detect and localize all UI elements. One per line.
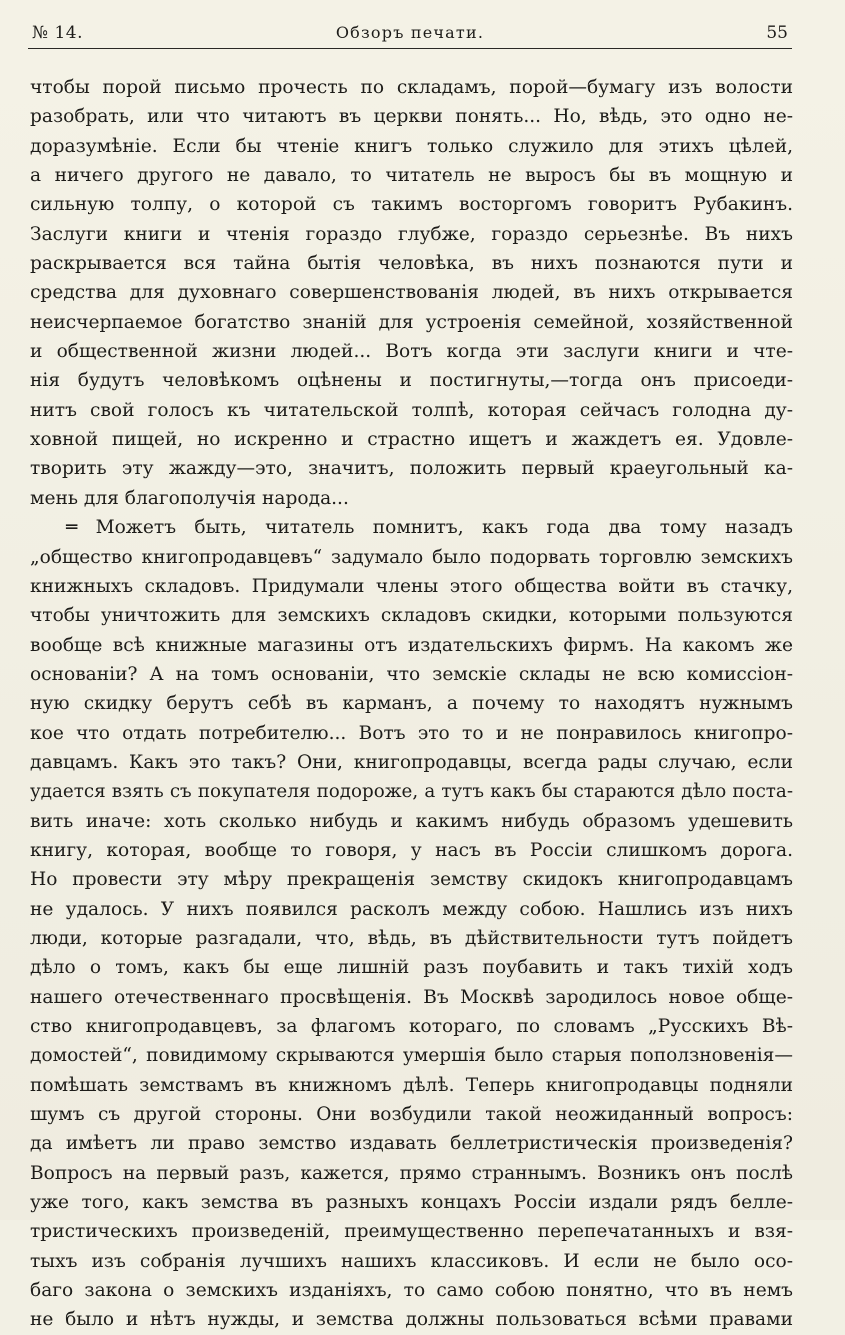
paragraph-start-line: ═ Можетъ быть, читатель помнитъ, какъ года два тому назадъ [66, 517, 793, 539]
text-line: и общественной жизни людей... Вотъ когда эти заслуги книги и чте- [30, 341, 793, 363]
text-line: домостей“, повидимому скрываются умершія было старыя поползновенія— [30, 1045, 793, 1067]
text-line: люди, которые разгадали, что, вѣдь, въ дѣйствительности тутъ пойдетъ [30, 927, 793, 949]
text-line: раскрывается вся тайна бытія человѣка, въ нихъ познаются пути и [30, 253, 793, 275]
text-line: вить иначе: хоть сколько нибудь и какимъ нибудь образомъ удешевить [30, 810, 793, 832]
text-line: не удалось. У нихъ появился расколъ между собою. Нашлись изъ нихъ [30, 898, 793, 920]
header-rule [28, 48, 792, 49]
text-line: доразумѣніе. Если бы чтеніе книгъ только служило для этихъ цѣлей, [30, 135, 793, 157]
text-line: книгу, которая, вообще то говоря, у насъ въ Россіи слишкомъ дорога. [30, 839, 793, 861]
text-line: разобрать, или что читаютъ въ церкви понять... Но, вѣдь, это одно не- [30, 106, 793, 128]
text-line: тыхъ изъ собранія лучшихъ нашихъ классиковъ. И если не было осо- [30, 1250, 793, 1272]
text-line: уже того, какъ земства въ разныхъ концахъ Россіи издали рядъ белле- [30, 1192, 793, 1214]
text-line: нитъ свой голосъ къ читательской толпѣ, которая сейчасъ голодна ду- [30, 399, 793, 421]
text-line: ство книгопродавцевъ, за флагомъ котораго, по словамъ „Русскихъ Вѣ- [30, 1016, 793, 1037]
text-line: Заслуги книги и чтенія гораздо глубже, гораздо серьезнѣе. Въ нихъ [30, 223, 793, 245]
text-line: вообще всѣ книжные магазины отъ издательскихъ фирмъ. На какомъ же [30, 634, 793, 656]
text-line: сильную толпу, о которой съ такимъ восторгомъ говоритъ Рубакинъ. [30, 194, 793, 216]
text-line: книжныхъ складовъ. Придумали члены этого общества войти въ стачку, [30, 575, 793, 597]
text-line: Но провести эту мѣру прекращенія земству скидокъ книгопродавцамъ [30, 869, 793, 891]
text-line: тристическихъ произведеній, преимущественно перепечатанныхъ и взя- [30, 1221, 793, 1243]
article-body [30, 73, 793, 1335]
text-line: нія будутъ человѣкомъ оцѣнены и постигнуты,—тогда онъ присоеди- [30, 370, 793, 392]
text-line: Вопросъ на первый разъ, кажется, прямо страннымъ. Возникъ онъ послѣ [30, 1162, 793, 1184]
text-line: а ничего другого не давало, то читатель не выросъ бы въ мощную и [30, 165, 793, 187]
text-line: нашего отечественнаго просвѣщенія. Въ Москвѣ зародилось новое обще- [30, 986, 793, 1008]
text-line: дѣло о томъ, какъ бы еще лишній разъ поубавить и такъ тихій ходъ [30, 957, 793, 979]
paragraph-end-line: мень для благополучія народа... [30, 487, 349, 509]
text-line: удается взять съ покупателя подороже, а тутъ какъ бы стараются дѣло поста- [30, 781, 793, 803]
text-line: помѣшать земствамъ въ книжномъ дѣлѣ. Теперь книгопродавцы подняли [30, 1074, 793, 1096]
text-line: давцамъ. Какъ это такъ? Они, книгопродавцы, всегда рады случаю, если [30, 751, 793, 773]
section-title: Обзоръ печати. [335, 23, 485, 42]
page-number: 55 [766, 23, 788, 43]
text-line: не было и нѣтъ нужды, и земства должны пользоваться всѣми правами [30, 1309, 793, 1331]
text-line: основаніи? А на томъ основаніи, что земскіе склады не всю комиссіон- [30, 663, 793, 685]
text-line: шумъ съ другой стороны. Они возбудили такой неожиданный вопросъ: [30, 1104, 793, 1126]
text-line: ховной пищей, но искренно и страстно ищетъ и жаждетъ ея. Удовле- [30, 429, 793, 451]
text-line: средства для духовнаго совершенствованія людей, въ нихъ открывается [30, 282, 793, 304]
text-line: да имѣетъ ли право земство издавать беллетристическія произведенія? [30, 1133, 793, 1155]
text-line: неисчерпаемое богатство знаній для устроенія семейной, хозяйственной [30, 311, 793, 333]
issue-number: № 14. [32, 23, 84, 43]
text-line: „общество книгопродавцевъ“ задумало было подорвать торговлю земскихъ [30, 546, 793, 568]
text-line: кое что отдать потребителю... Вотъ это то и не понравилось книгопро- [30, 722, 793, 744]
text-line: чтобы порой письмо прочесть по складамъ, порой—бумагу изъ волости [30, 77, 793, 98]
text-line: баго закона о земскихъ изданіяхъ, то само собою понятно, что въ немъ [30, 1280, 793, 1302]
text-line: чтобы уничтожить для земскихъ складовъ скидки, которыми пользуются [30, 605, 793, 627]
text-line: творить эту жажду—это, значитъ, положить первый краеугольный ка- [30, 458, 793, 480]
text-line: ную скидку берутъ себѣ въ карманъ, а почему то находятъ нужнымъ [30, 693, 793, 715]
running-header [30, 20, 790, 48]
